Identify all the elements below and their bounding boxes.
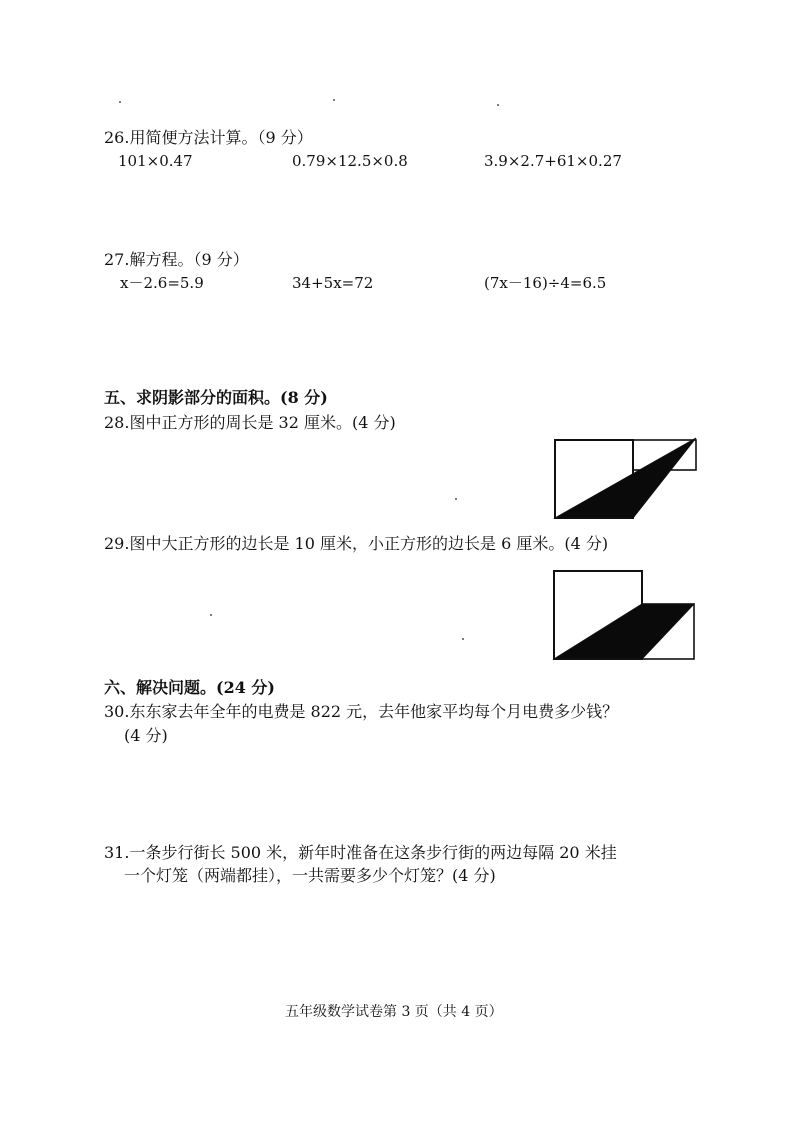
scan-speck <box>333 99 335 101</box>
q27-eq-2: 34+5x=72 <box>292 274 374 292</box>
scan-speck <box>119 101 121 103</box>
q28-shaded-region <box>555 438 696 518</box>
q26-expr-1: 101×0.47 <box>118 152 193 170</box>
q27-title: 27.解方程。（9 分） <box>104 250 249 269</box>
q27-eq-3: (7x－16)÷4=6.5 <box>484 274 607 292</box>
scan-speck <box>210 614 212 616</box>
scan-speck <box>462 638 464 640</box>
scan-speck <box>497 104 499 106</box>
q26-expr-2: 0.79×12.5×0.8 <box>292 152 408 170</box>
q31-line-2: 一个灯笼（两端都挂），一共需要多少个灯笼？(4 分) <box>124 866 496 885</box>
q31-line-1: 31.一条步行街长 500 米，新年时准备在这条步行街的两边每隔 20 米挂 <box>104 843 617 862</box>
q30-line-1: 30.东东家去年全年的电费是 822 元，去年他家平均每个月电费多少钱？ <box>104 702 619 721</box>
q29-text: 29.图中大正方形的边长是 10 厘米，小正方形的边长是 6 厘米。(4 分) <box>104 534 609 553</box>
scan-speck <box>455 498 457 500</box>
q28-text: 28.图中正方形的周长是 32 厘米。(4 分) <box>104 413 396 432</box>
q30-line-2: (4 分) <box>124 726 168 745</box>
section6-title: 六、解决问题。(24 分) <box>104 678 275 697</box>
q29-figure <box>550 566 700 662</box>
q26-title: 26.用简便方法计算。（9 分） <box>104 128 313 147</box>
q28-figure <box>550 436 702 522</box>
q27-eq-1: x－2.6=5.9 <box>120 274 204 292</box>
page-footer: 五年级数学试卷第 3 页（共 4 页） <box>285 1004 503 1020</box>
q26-expr-3: 3.9×2.7+61×0.27 <box>484 152 622 170</box>
q29-shaded-region <box>554 604 694 659</box>
section5-title: 五、求阴影部分的面积。(8 分) <box>104 388 328 407</box>
